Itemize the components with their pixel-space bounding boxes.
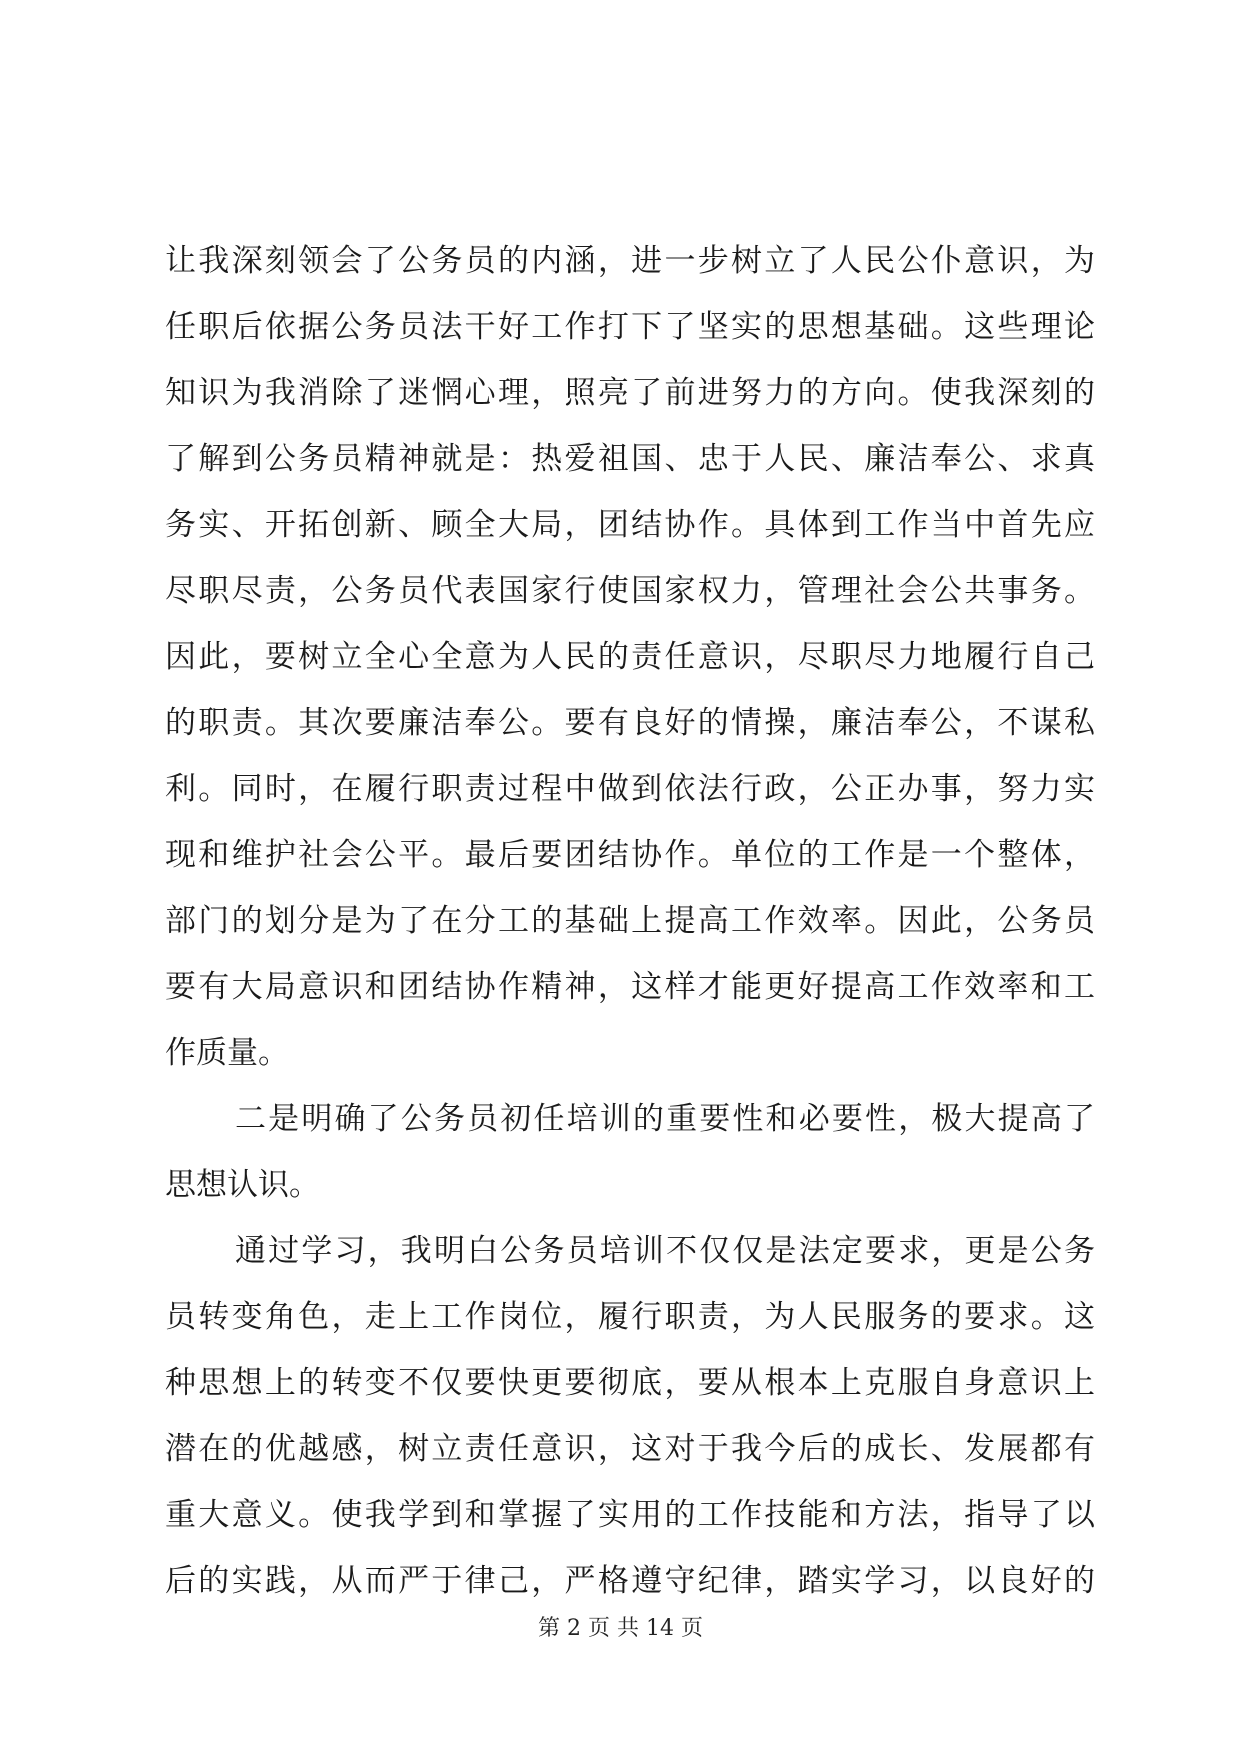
text-line: 种思想上的转变不仅要快更要彻底，要从根本上克服自身意识上 [165, 1365, 1095, 1401]
text-line: 要有大局意识和团结协作精神，这样才能更好提高工作效率和工 [165, 969, 1095, 1005]
body-text [165, 228, 1095, 1614]
text-line: 作质量。 [165, 1035, 289, 1071]
text-line: 尽职尽责，公务员代表国家行使国家权力，管理社会公共事务。 [165, 573, 1095, 609]
text-line: 重大意义。使我学到和掌握了实用的工作技能和方法，指导了以 [165, 1497, 1095, 1533]
text-line: 通过学习，我明白公务员培训不仅仅是法定要求，更是公务 [235, 1233, 1095, 1269]
text-line: 因此，要树立全心全意为人民的责任意识，尽职尽力地履行自己 [165, 639, 1095, 675]
text-line: 员转变角色，走上工作岗位，履行职责，为人民服务的要求。这 [165, 1299, 1095, 1335]
text-line: 让我深刻领会了公务员的内涵，进一步树立了人民公仆意识，为 [165, 243, 1095, 279]
text-line: 潜在的优越感，树立责任意识，这对于我今后的成长、发展都有 [165, 1431, 1095, 1467]
text-line: 务实、开拓创新、顾全大局，团结协作。具体到工作当中首先应 [165, 507, 1095, 543]
text-line: 了解到公务员精神就是：热爱祖国、忠于人民、廉洁奉公、求真 [165, 441, 1095, 477]
text-line: 任职后依据公务员法干好工作打下了坚实的思想基础。这些理论 [165, 309, 1095, 345]
page-number-footer: 第 2 页 共 14 页 [538, 1616, 703, 1641]
text-line: 后的实践，从而严于律己，严格遵守纪律，踏实学习，以良好的 [165, 1563, 1095, 1599]
text-line: 利。同时，在履行职责过程中做到依法行政，公正办事，努力实 [165, 771, 1095, 807]
text-line: 思想认识。 [165, 1167, 320, 1203]
text-line: 的职责。其次要廉洁奉公。要有良好的情操，廉洁奉公，不谋私 [165, 705, 1095, 741]
text-line: 二是明确了公务员初任培训的重要性和必要性，极大提高了 [235, 1101, 1095, 1137]
text-line: 部门的划分是为了在分工的基础上提高工作效率。因此，公务员 [165, 903, 1095, 939]
text-line: 知识为我消除了迷惘心理，照亮了前进努力的方向。使我深刻的 [165, 375, 1095, 411]
text-line: 现和维护社会公平。最后要团结协作。单位的工作是一个整体， [165, 837, 1095, 873]
